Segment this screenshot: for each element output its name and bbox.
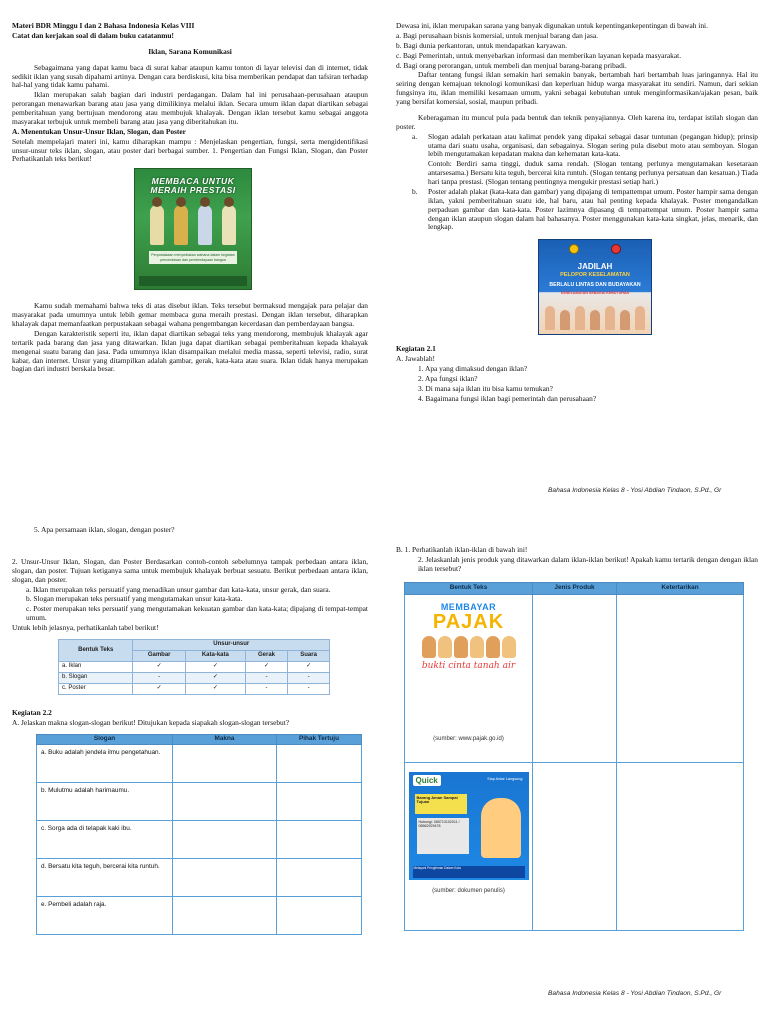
paragraph-iklan-functions: Daftar tentang fungsi iklan semakin hari semakin banyak, bertambah hari bertambah luas jaringannya. Hal itu seiring dengan kemajuan teknologi komunikasi dan keperluan hidup warga masyarakat itu sendiri. Namun, dari sekian fungsinya itu, iklan memiliki kesamaan umum, yakni sebagai kebutuhan untuk menginformasikan/ajakan pesan, baik yang bersifat komersial, sosial, maupun pribadi. <box>396 70 758 106</box>
slogan-table <box>36 734 362 935</box>
answer-cell[interactable] <box>617 762 744 930</box>
list-item: c. Poster merupakan teks persuatif yang mengutamakan kekuatan gambar dan kata-kata; dipajang di tempat-tempat umum. <box>26 604 368 623</box>
question-item: 1. Apa yang dimaksud dengan iklan? <box>418 364 528 373</box>
table-row: c. Poster ✓ ✓ - - <box>59 683 330 694</box>
table-row: a. Iklan ✓ ✓ ✓ ✓ <box>59 661 330 672</box>
table-row: b. Slogan - ✓ - - <box>59 672 330 683</box>
paragraph-iklan-characteristics: Dengan karakteristik seperti itu, iklan dapat diartikan sebagai teks yang mendorong, membujuk khalayak agar tertarik pada barang dan jasa yang ditawarkan. Iklan juga dapat diartikan sebagai pemberitahuan kepada khalayak mengenai suatu barang dan jasa. Pada umumnya iklan disampaikan melalui media massa, seperti televisi, radio, surat kabar, dan internet. Unsur yang ditampilkan adalah gambar, gerak, kata-kata atau suara. Iklan tidak hanya merupakan bagian dari industri berskala besar. <box>12 328 368 374</box>
table-header: Ketertarikan <box>617 582 744 594</box>
answer-cell[interactable] <box>277 858 362 896</box>
paragraph-poster-explanation: Kamu sudah memahami bahwa teks di atas disebut iklan. Teks tersebut bermaksud mengajak para pelajar dan masyarakat pada umumnya untuk lebih gemar membaca guna meraih prestasi. Dengan iklan tersebut, diharapkan khalayak dapat memanfaatkan perpustakaan sebagai wahana pengembangan kecerdasan dan pemberdayaan bangsa. <box>12 301 368 328</box>
slogan-definition: Slogan adalah perkataan atau kalimat pendek yang dipakai sebagai dasar tuntunan (pegangan hidup); prinsip utama dari suatu usaha, organisasi, dan sebagainya. Slogan sering pula disebut moto atau semboyan. Slogan lebih mengutamakan kepadatan makna dan kehematan kata-kata. <box>428 131 758 159</box>
paragraph-slogan-poster-intro: Keberagaman itu muncul pula pada bentuk dan teknik penyajiannya. Oleh karena itu, terdapat istilah slogan dan poster. <box>396 112 758 131</box>
poster-title: MEMBACA UNTUK MERAIH PRESTASI <box>150 176 236 196</box>
courier-illustration <box>481 798 521 858</box>
table-row: b. Mulutmu adalah harimaumu. <box>37 782 362 820</box>
reading-poster-image <box>134 168 252 290</box>
table-header: Gambar <box>133 650 185 661</box>
image-source: (sumber: www.pajak.go.id) <box>433 735 504 742</box>
traffic-emblem-icon <box>611 244 621 254</box>
list-item: a. Iklan merupakan teks persuatif yang menadikan unsur gambar dan kata-kata, unsur gerak, dan suara. <box>26 584 331 594</box>
kegiatan-2-2-heading: Kegiatan 2.2 <box>12 707 52 717</box>
paragraph-iklan-uses: Dewasa ini, iklan merupakan sarana yang banyak digunakan untuk kepentingankepentingan di bawah ini. <box>396 21 708 30</box>
unsur-comparison-table <box>58 639 330 695</box>
paragraph-iklan-definition: Iklan merupakan salah bagian dari industri perdagangan. Dalam hal ini perusahaan-perusahaan ataupun perorangan menawarkan barang atau jasa yang dimilikinya melalui iklan. Secara umum iklan dapat diartikan sebagai pemberitahuan yang bertujuan mendorong atau membujuk khalayak. Dengan iklan tersebut kamu sebagai anggota masyarakat terbujuk untuk membeli barang atau jasa yang diberitahukan itu. <box>12 90 368 126</box>
quick-courier-ad-image: Quick Siap Antar Langsung Barang Aman Sampai Tujuan Hubungi: 085713102011 / 08562929478 Melayani Pengiriman Dalam Kota <box>409 772 529 880</box>
table-row: e. Pembeli adalah raja. <box>37 896 362 934</box>
answer-cell[interactable] <box>173 744 277 782</box>
section-b-heading: B. 1. Perhatikanlah iklan-iklan di bawah ini! <box>396 545 528 554</box>
list-item: b. Slogan merupakan teks persuatif yang mengutamakan unsur kata-kata. <box>26 594 243 604</box>
table-row <box>405 762 744 930</box>
table-header: Unsur-unsur <box>133 639 330 650</box>
table-header: Pihak Tertuju <box>277 734 362 744</box>
table-header: Bentuk Teks <box>59 639 133 661</box>
list-item-poster: b. Poster adalah plakat (kata-kata dan gambar) yang dipajang di tempattempat umum. Poster hampir sama dengan iklan, yakni pemberitahuan suatu ide, hal baru, atau hal penting kepada khalayak. Poster mengandalkan perpaduan gambar dan kata-kata. Poster lazimnya dipasang di tempattempat umum. Poster hampir sama dengan iklan ataupun slogan dalam hal bahasanya. Poster menggunakan kata-kata singkat, jelas, menarik, dan lengkap. <box>412 186 758 232</box>
table-row: a. Buku adalah jendela ilmu pengetahuan. <box>37 744 362 782</box>
list-item: c. Bagi Pemerintah, untuk menyebarkan informasi dan memberikan layanan kepada masyarakat. <box>396 50 682 60</box>
answer-cell[interactable] <box>173 820 277 858</box>
answer-cell[interactable] <box>277 820 362 858</box>
section-subtitle: Iklan, Sarana Komunikasi <box>148 46 232 56</box>
table-row: d. Bersatu kita teguh, bercerai kita runtuh. <box>37 858 362 896</box>
table-header: Jenis Produk <box>533 582 617 594</box>
question-5: 5. Apa persamaan iklan, slogan, dengan poster? <box>34 525 175 534</box>
question-item: 2. Apa fungsi iklan? <box>418 373 478 383</box>
crowd-illustration <box>411 636 527 658</box>
answer-cell[interactable] <box>277 782 362 820</box>
answer-cell[interactable] <box>617 594 744 762</box>
poster-subtitle: Perpustakaan menyediakan wahana dalam kegiatan pencerdasan dan pemberdayaan bangsa <box>149 251 237 264</box>
pajak-ad-image: MEMBAYAR PAJAK bukti cinta tanah air <box>411 602 527 728</box>
table-row <box>405 594 744 762</box>
table-header: Slogan <box>37 734 173 744</box>
slogan-examples: Contoh: Berdiri sama tinggi, duduk sama rendah. (Slogan tentang perlunya mengutamakan kesetaraan antarsesama.) Bersatu kita teguh, bercerai kita runtuh. (Slogan tentang perlunya persatuan dan kesatuan.) Tiada hari tanpa prestasi. (Slogan tentang pentingnya mengukir prestasi setiap hari.) <box>428 159 758 186</box>
table-header: Kata-kata <box>185 650 245 661</box>
answer-cell[interactable] <box>277 744 362 782</box>
list-item: d. Bagi orang perorangan, untuk membeli dan menjual barang-barang pribadi. <box>396 60 627 70</box>
table-header: Gerak <box>245 650 287 661</box>
question-item: 4. Bagaimana fungsi iklan bagi pemerintah dan perusahaan? <box>418 393 597 403</box>
question-item: 3. Di mana saja iklan itu bisa kamu temukan? <box>418 383 553 393</box>
section-a-heading: A. Menentukan Unsur-Unsur Iklan, Slogan, dan Poster <box>12 126 186 136</box>
image-source: (sumber: dokumen penulis) <box>432 887 505 894</box>
bottom-right-column <box>396 546 758 931</box>
poster-definition: Poster adalah plakat (kata-kata dan gambar) yang dipajang di tempattempat umum. Poster hampir sama dengan iklan, yakni pemberitahuan suatu ide, hal baru, atau hal penting kepada khalayak. Poster mengandalkan perpaduan gambar dan kata-kata. Poster lazimnya dipasang di tempattempat umum. Poster hampir sama dengan iklan ataupun slogan dalam hal bahasanya. Poster menggunakan kata-kata singkat, jelas, menarik, dan lengkap. <box>428 186 758 232</box>
answer-cell[interactable] <box>173 896 277 934</box>
table-header: Suara <box>288 650 330 661</box>
paragraph-unsur-intro: 2. Unsur-Unsur Iklan, Slogan, dan Poster Berdasarkan contoh-contoh sebelumnya tampak perbedaan antara iklan, slogan, dan poster. Tujuan ketiganya sama untuk membujuk khalayak berbuat sesuatu. Berikut perbedaan antara iklan, slogan, dan poster. <box>12 556 368 584</box>
list-item-slogan: a. Slogan adalah perkataan atau kalimat pendek yang dipakai sebagai dasar tuntunan (pegangan hidup); prinsip utama dari suatu usaha, organisasi, dan sebagainya. Slogan sering pula disebut moto atau semboyan. Slogan lebih mengutamakan kepadatan makna dan kehematan kata-kata. Contoh: Berdiri sama tinggi, duduk sama rendah. (Slogan tentang perlunya mengutamakan kesetaraan antarsesama.) Bersatu kita teguh, bercerai kita runtuh. (Slogan tentang perlunya persatuan dan kesatuan.) Tiada hari tanpa prestasi. (Slogan tentang pentingnya mengukir prestasi setiap hari.) <box>412 131 758 186</box>
answer-cell[interactable] <box>533 762 617 930</box>
answer-cell[interactable] <box>173 858 277 896</box>
list-item: b. Bagi dunia perkantoran, untuk mendapatkan karyawan. <box>396 40 567 50</box>
paragraph-objectives: Setelah mempelajari materi ini, kamu diharapkan mampu : Menjelaskan pengertian, fungsi, serta mengidentifikasi unsur-unsur teks iklan, slogan, atau poster dari berbagai sumber. 1. Pengertian dan Fungsi Iklan, Slogan, dan Poster Perhatikanlah teks berikut! <box>12 136 368 164</box>
paragraph-table-intro: Untuk lebih jelasnya, perhatikanlah tabel berikut! <box>12 623 159 632</box>
table-row: c. Sorga ada di telapak kaki ibu. <box>37 820 362 858</box>
section-b-instruction: 2. Jelaskanlah jenis produk yang ditawarkan dalam iklan-iklan berikut! Apakah kamu tertarik dengan dengan iklan iklan tersebut? <box>418 554 758 573</box>
raised-hands-illustration <box>545 302 645 330</box>
kegiatan-instruction: A. Jelaskan makna slogan-slogan berikut! Ditujukan kepada siapakah slogan-slogan tersebut? <box>12 717 290 727</box>
page-footer: Bahasa Indonesia Kelas 8 - Yosi Abdian Tindaon, S.Pd., Gr <box>548 990 722 997</box>
heading-instruction: Catat dan kerjakan soal di dalam buku catatanmu! <box>12 30 175 40</box>
paragraph-intro: Sebagaimana yang dapat kamu baca di surat kabar ataupun kamu tonton di layar televisi dan di internet, tidak sedikit iklan yang susah dipahami artinya. Dengan cara berdiskusi, kita bisa memberikan pendapat dan tafsiran terhadap hal-hal yang tidak kamu pahami. <box>12 62 368 90</box>
heading-materi: Materi BDR Minggu I dan 2 Bahasa Indonesia Kelas VIII <box>12 21 195 30</box>
kegiatan-2-1-heading: Kegiatan 2.1 <box>396 344 436 354</box>
poster-children-illustration <box>145 199 241 245</box>
answer-cell[interactable] <box>173 782 277 820</box>
police-emblem-icon <box>569 244 579 254</box>
iklan-analysis-table <box>404 582 744 931</box>
table-header: Bentuk Teks <box>405 582 533 594</box>
top-right-column <box>396 22 758 405</box>
kegiatan-instruction: A. Jawablah! <box>396 354 435 364</box>
bottom-left-column <box>12 526 368 935</box>
page-footer: Bahasa Indonesia Kelas 8 - Yosi Abdian Tindaon, S.Pd., Gr <box>548 487 722 494</box>
list-item: a. Bagi perusahaan bisnis komersial, untuk menjual barang dan jasa. <box>396 30 598 40</box>
table-header: Makna <box>173 734 277 744</box>
answer-cell[interactable] <box>533 594 617 762</box>
top-left-column <box>12 22 368 375</box>
safety-poster-image: JADILAH PELOPOR KESELAMATAN BERLALU LINTAS DAN BUDAYAKAN KESELAMATAN SEBAGAI KEBUTUHAN <box>538 239 652 335</box>
answer-cell[interactable] <box>277 896 362 934</box>
